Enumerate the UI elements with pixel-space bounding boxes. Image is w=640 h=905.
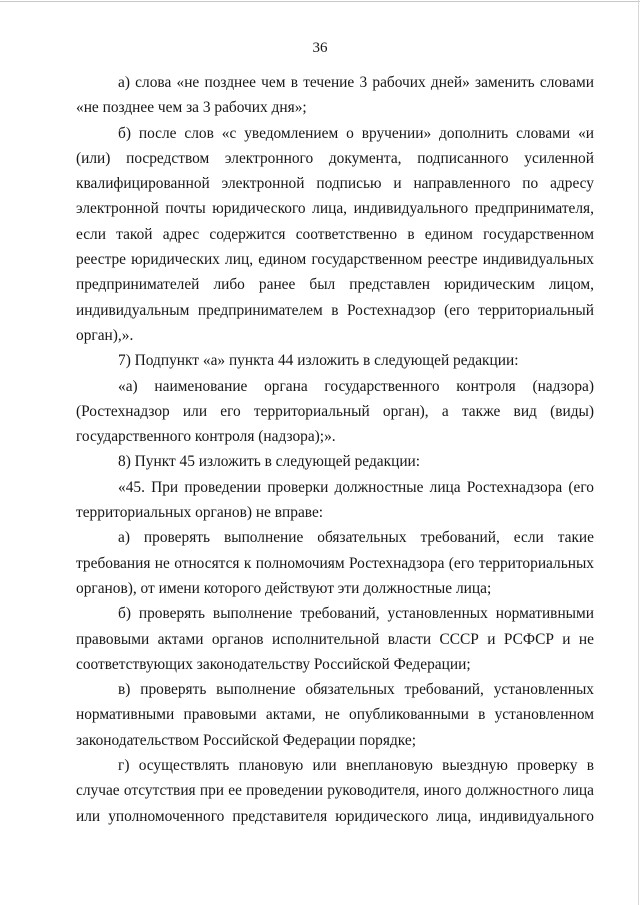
scan-edge-right [638, 0, 639, 905]
page-number: 36 [312, 40, 328, 56]
paragraph-45-v: в) проверять выполнение обязательных требований, установленных нормативными правовыми актами, не опубликованными в установленном законодательством Российской Федерации порядке; [76, 681, 594, 749]
scan-edge-top [0, 1, 640, 2]
paragraph-b-electronic-notice: б) после слов «с уведомлением о вручении» дополнить словами «и (или) посредством электронного документа, подписанного усиленной квалифицированной электронной подписью и направленного по адресу электронной почты юридического лица, индивидуального предпринимателя, если такой адрес содержится соответственно в едином государственном реестре юридических лиц, едином государственном реестре индивидуальных предпринимателей либо ранее был представлен юридическим лицом, индивидуальным предпринимателем в Ростехнадзор (его территориальный орган),». [76, 124, 594, 344]
paragraph-a-deadline: а) слова «не позднее чем в течение 3 рабочих дней» заменить словами «не позднее чем за 3 рабочих дня»; [76, 74, 594, 117]
paragraph-7-subpoint-a-text: «а) наименование органа государственного контроля (надзора) (Ростехнадзор или его территориальный орган), а также вид (виды) государственного контроля (надзора);». [76, 377, 594, 446]
paragraph-8-point-45: 8) Пункт 45 изложить в следующей редакции: [118, 453, 421, 471]
paragraph-7-subpoint-a: 7) Подпункт «а» пункта 44 изложить в следующей редакции: [118, 352, 519, 370]
paragraph-45-g: г) осуществлять плановую или внеплановую выездную проверку в случае отсутствия при ее проведении руководителя, иного должностного лица или уполномоченного представителя юридического лица, индивидуального [76, 757, 594, 825]
paragraph-45-a: а) проверять выполнение обязательных требований, если такие требования не относятся к полномочиям Ростехнадзора (его территориальных органов), от имени которого действуют эти должностные лица; [76, 529, 594, 597]
paragraph-45-b: б) проверять выполнение требований, установленных нормативными правовыми актами органов исполнительной власти СССР и РСФСР и не соответствующих законодательству Российской Федерации; [76, 605, 594, 673]
paragraph-45-intro: «45. При проведении проверки должностные лица Ростехнадзора (его территориальных органов) не вправе: [76, 478, 594, 522]
document-body [76, 70, 594, 829]
